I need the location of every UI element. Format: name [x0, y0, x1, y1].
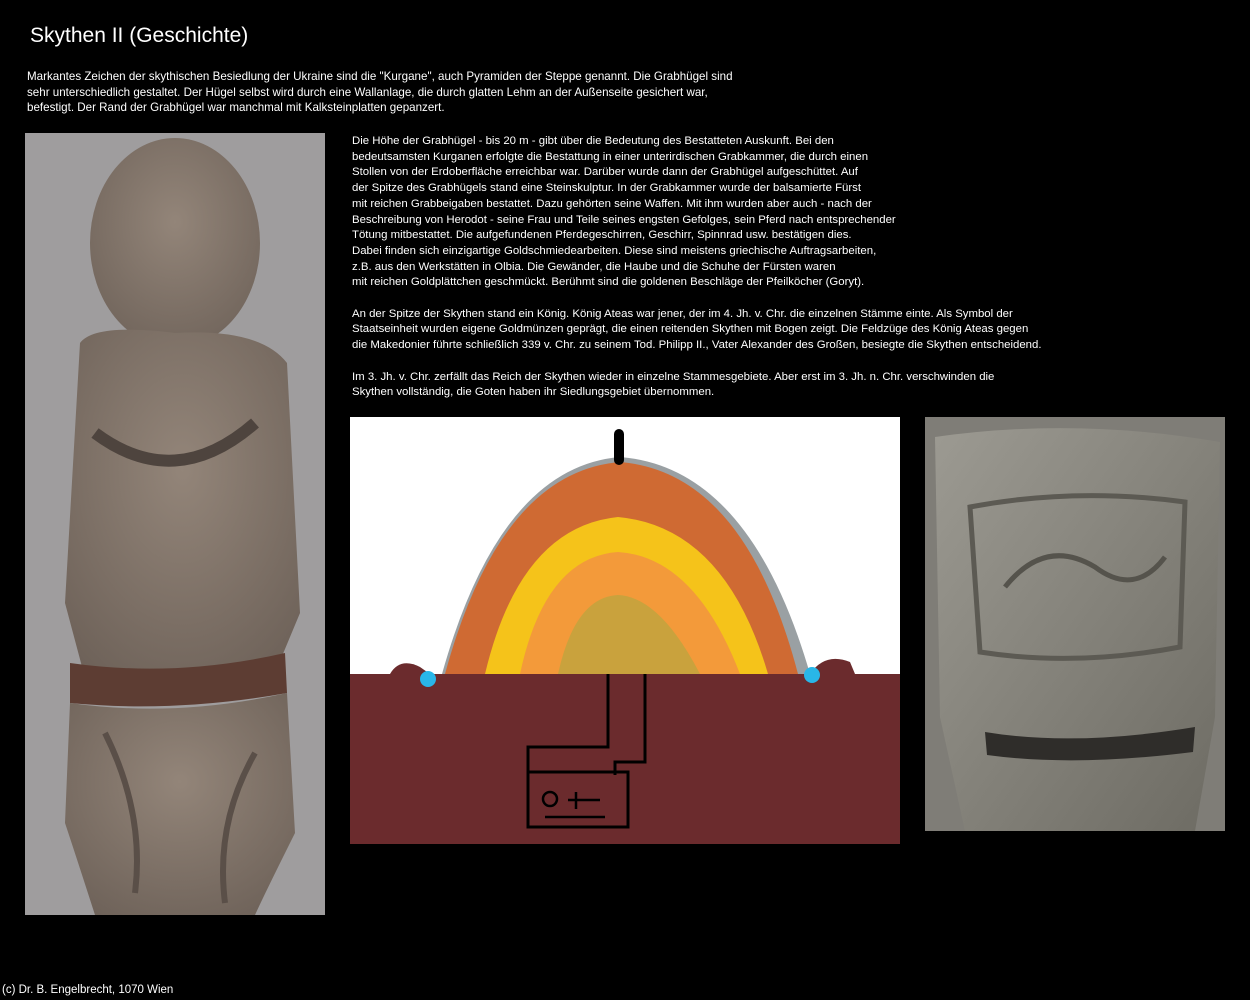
kurgan-diagram [350, 417, 900, 844]
stone-relief-photo [925, 417, 1225, 831]
paragraph-burial: Die Höhe der Grabhügel - bis 20 m - gibt über die Bedeutung des Bestatteten Auskunft. Bei den bedeutsamsten Kurganen erfolgte die Bestattung in einer unterirdischen Grabkammer, die durch einen Stollen von der Erdoberfläche erreichbar war. Darüber wurde dann der Grabhügel aufgeschüttet. Auf der Spitze des Grabhügels stand eine Steinskulptur. In der Grabkammer wurde der balsamierte Fürst mit reichen Grabbeigaben bestattet. Dazu gehörten seine Waffen. Mit ihm wurden aber auch - nach der Beschreibung von Herodot - seine Frau und Teile seines engsten Gefolges, sein Pferd nach entsprechender Tötung mitbestattet. Die aufgefundenen Pferdegeschirren, Geschirr, Spinnrad usw. bestätigen dies. Dabei finden sich einzigartige Goldschmiedearbeiten. Diese sind meistens griechische Auftragsarbeiten, z.B. aus den Werkstätten in Olbia. Die Gewänder, die Haube und die Schuhe der Fürsten waren mit reichen Goldplättchen geschmückt. Berühmt sind die goldenen Beschläge der Pfeilköcher (Goryt). [352, 135, 896, 289]
main-text [352, 134, 1232, 401]
copyright-footer: (c) Dr. B. Engelbrecht, 1070 Wien [2, 984, 174, 996]
page-title: Skythen II (Geschichte) [30, 24, 249, 47]
intro-paragraph: Markantes Zeichen der skythischen Besiedlung der Ukraine sind die "Kurgane", auch Pyramiden der Steppe genannt. Die Grabhügel sind sehr unterschiedlich gestaltet. Der Hügel selbst wird durch eine Wallanlage, die durch glatten Lehm an der Außenseite gesichert war, befestigt. Der Rand der Grabhügel war manchmal mit Kalksteinplatten gepanzert. [27, 70, 733, 114]
stone-statue-photo [25, 133, 325, 915]
paragraph-king-ateas: An der Spitze der Skythen stand ein König. König Ateas war jener, der im 4. Jh. v. Chr. die einzelnen Stämme einte. Als Symbol der Staatseinheit wurden eigene Goldmünzen geprägt, die einen reitenden Skythen mit Bogen zeigt. Die Feldzüge des König Ateas gegen die Makedonier führte schließlich 339 v. Chr. zu seinem Tod. Philipp II., Vater Alexander des Großen, besiegte die Skythen entscheidend. [352, 307, 1042, 352]
paragraph-decline: Im 3. Jh. v. Chr. zerfällt das Reich der Skythen wieder in einzelne Stammesgebiete. Aber erst im 3. Jh. n. Chr. verschwinden die Skythen vollständig, die Goten haben ihr Siedlungsgebiet übernommen. [352, 370, 995, 399]
